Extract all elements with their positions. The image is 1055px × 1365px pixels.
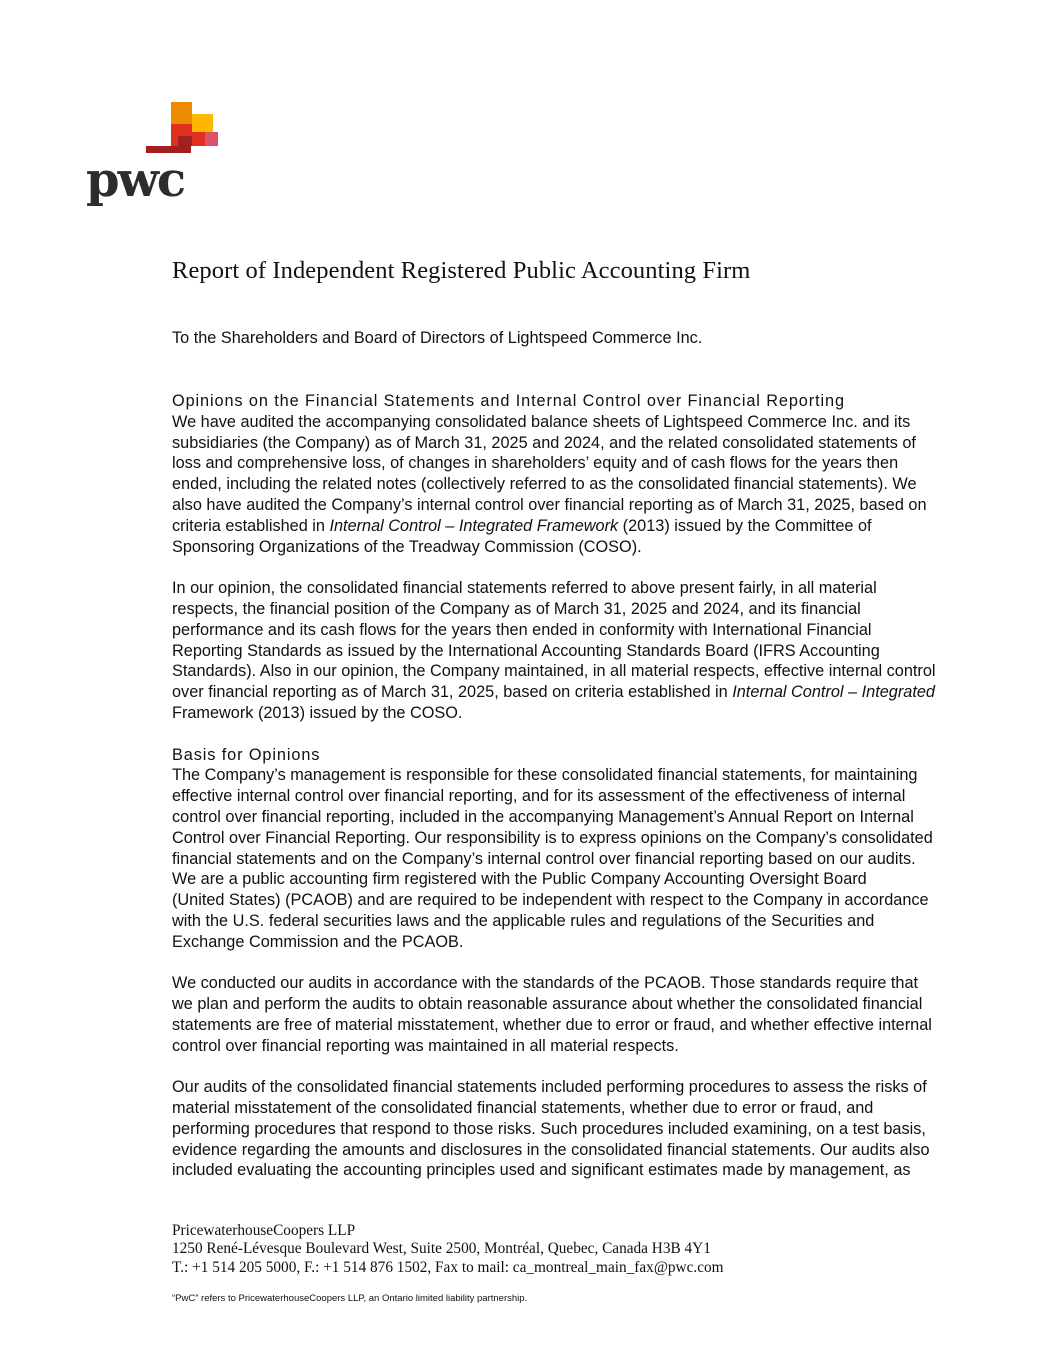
logo-wordmark: pwc — [86, 152, 185, 206]
footer — [172, 1222, 724, 1277]
addressee: To the Shareholders and Board of Directors of Lightspeed Commerce Inc. — [172, 329, 703, 347]
basis-paragraph-1: The Company’s management is responsible for these consolidated financial statements, for maintaining effective internal control over financial reporting, and for its assessment of the effectiveness of internal control over financial reporting, included in the accompanying Management’s Annual Report on Internal Control over Financial Reporting. Our responsibility is to express opinions on the Company’s consolidated financial statements and on the Company’s internal control over financial reporting based on our audits. We are a public accounting firm registered with the Public Company Accounting Oversight Board (United States) (PCAOB) and are required to be independent with respect to the Company in accordance with the U.S. federal securities laws and the applicable rules and regulations of the Securities and Exchange Commission and the PCAOB. — [172, 766, 933, 951]
footer-contact: T.: +1 514 205 5000, F.: +1 514 876 1502, Fax to mail: ca_montreal_main_fax@pwc.com — [172, 1258, 724, 1276]
footer-firm-name: PricewaterhouseCoopers LLP — [172, 1222, 356, 1239]
footer-disclaimer: “PwC” refers to PricewaterhouseCoopers LLP, an Ontario limited liability partnership. — [172, 1293, 528, 1304]
section-heading-opinions: Opinions on the Financial Statements and Internal Control over Financial Reporting — [172, 392, 845, 410]
pwc-logo — [86, 100, 220, 206]
opinions-paragraph-2: In our opinion, the consolidated financial statements referred to above present fairly, in all material respects, the financial position of the Company as of March 31, 2025 and 2024, and its financial performance and its cash flows for the years then ended in conformity with International Financial Reporting Standards as issued by the International Accounting Standards Board (IFRS Accounting Standards). Also in our opinion, the Company maintained, in all material respects, effective internal control over financial reporting as of March 31, 2025, based on criteria established in Internal Control – Integrated Framework (2013) issued by the COSO. — [172, 579, 936, 722]
report-body — [172, 391, 1002, 1181]
section-heading-basis: Basis for Opinions — [172, 745, 321, 764]
opinions-paragraph-1: We have audited the accompanying consolidated balance sheets of Lightspeed Commerce Inc. and its subsidiaries (the Company) as of March 31, 2025 and 2024, and the related consolidated statements of loss and comprehensive loss, of changes in shareholders’ equity and of cash flows for the years then ended, including the related notes (collectively referred to as the consolidated financial statements). We also have audited the Company’s internal control over financial reporting as of March 31, 2025, based on criteria established in Internal Control – Integrated Framework (2013) issued by the Committee of Sponsoring Organizations of the Treadway Commission (COSO). — [172, 412, 927, 556]
basis-paragraph-3: Our audits of the consolidated financial statements included performing procedures to assess the risks of material misstatement of the consolidated financial statements, whether due to error or fraud, and performing procedures that respond to those risks. Such procedures included examining, on a test basis, evidence regarding the amounts and disclosures in the consolidated financial statements. Our audits also included evaluating the accounting principles used and significant estimates made by management, as — [172, 1078, 930, 1180]
page-title: Report of Independent Registered Public Accounting Firm — [172, 257, 751, 284]
footer-address: 1250 René-Lévesque Boulevard West, Suite 2500, Montréal, Quebec, Canada H3B 4Y1 — [172, 1240, 711, 1258]
basis-paragraph-2: We conducted our audits in accordance with the standards of the PCAOB. Those standards require that we plan and perform the audits to obtain reasonable assurance about whether the consolidated financial statements are free of material misstatement, whether due to error or fraud, and whether effective internal control over financial reporting was maintained in all material respects. — [172, 974, 932, 1055]
